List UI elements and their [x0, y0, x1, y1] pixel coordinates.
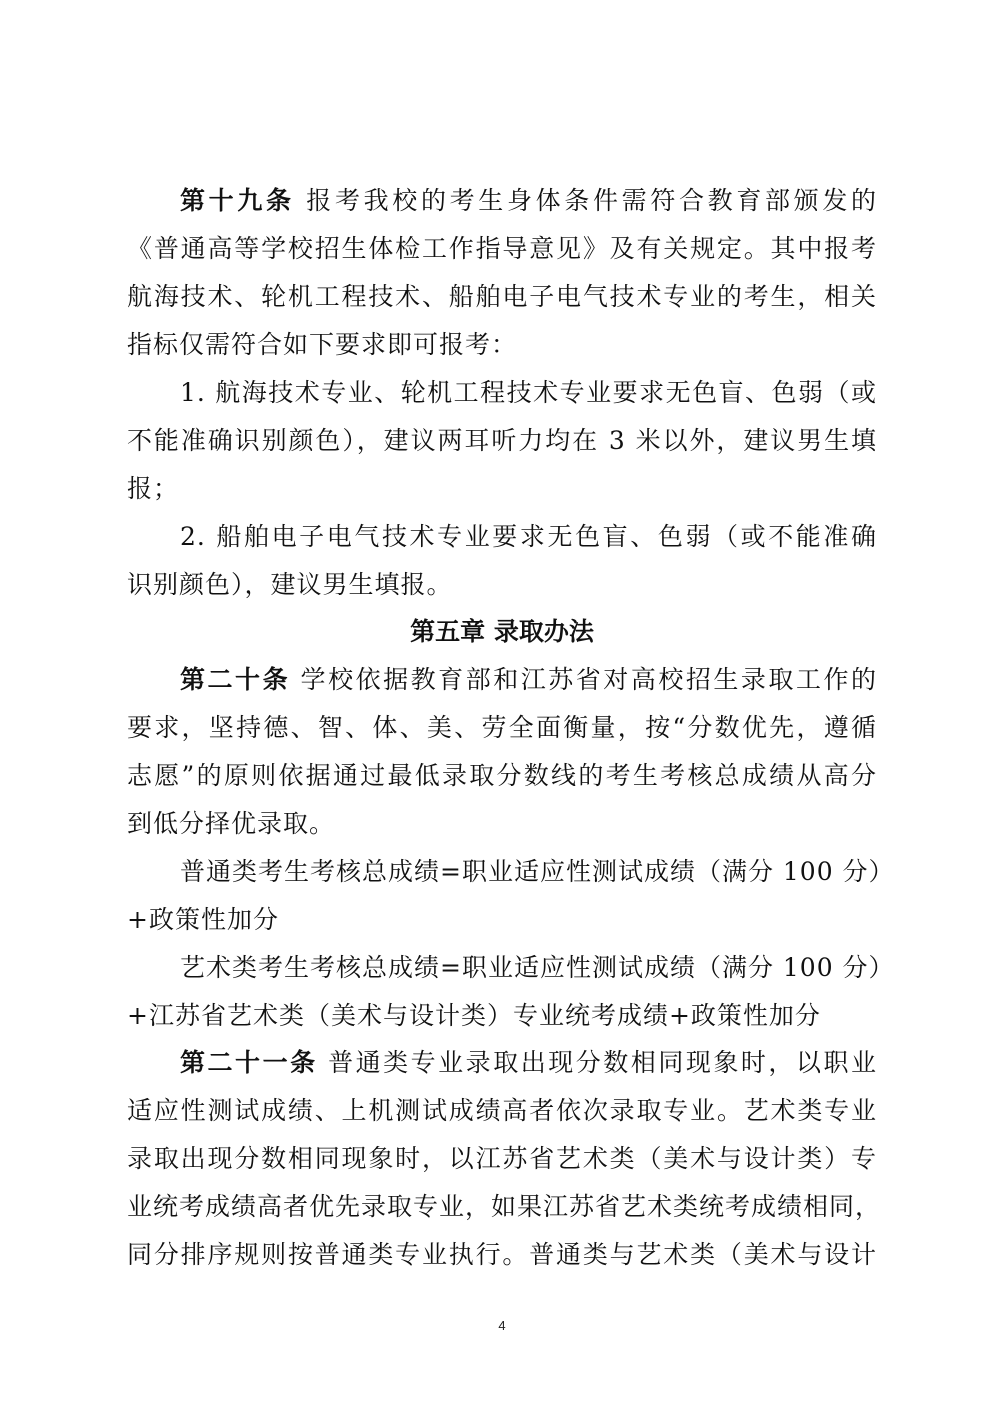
article-21-line: 同分排序规则按普通类专业执行。普通类与艺术类（美术与设计	[127, 1240, 877, 1269]
article-21-line: 适应性测试成绩、上机测试成绩高者依次录取专业。艺术类专业	[127, 1096, 877, 1125]
article-21-first-line: 第二十一条 普通类专业录取出现分数相同现象时，以职业	[180, 1048, 877, 1077]
article-19-line: 指标仅需符合如下要求即可报考：	[127, 330, 518, 359]
article-20-line: 要求，坚持德、智、体、美、劳全面衡量，按“分数优先，遵循	[127, 713, 877, 742]
article-19-line: 《普通高等学校招生体检工作指导意见》及有关规定。其中报考	[127, 234, 877, 263]
requirement-item-1-line: 报；	[127, 474, 180, 503]
page-number: 4	[498, 1318, 506, 1333]
article-19-first-line: 第十九条 报考我校的考生身体条件需符合教育部颁发的	[180, 186, 877, 215]
formula-art-line: +江苏省艺术类（美术与设计类）专业统考成绩+政策性加分	[127, 1001, 821, 1030]
formula-general-line: +政策性加分	[127, 905, 279, 934]
formula-general: 普通类考生考核总成绩=职业适应性测试成绩（满分 100 分）	[180, 857, 895, 886]
requirement-item-2: 2. 船舶电子电气技术专业要求无色盲、色弱（或不能准确	[180, 522, 877, 551]
article-19-line: 航海技术、轮机工程技术、船舶电子电气技术专业的考生，相关	[127, 282, 877, 311]
article-20-line: 志愿”的原则依据通过最低录取分数线的考生考核总成绩从高分	[127, 761, 877, 790]
article-19-label: 第十九条	[180, 186, 295, 215]
article-21-label: 第二十一条	[180, 1048, 318, 1077]
formula-art: 艺术类考生考核总成绩=职业适应性测试成绩（满分 100 分）	[180, 953, 895, 982]
chapter-heading: 第五章 录取办法	[410, 617, 594, 646]
article-20-label: 第二十条	[180, 665, 291, 694]
requirement-item-1-line: 不能准确识别颜色），建议两耳听力均在 3 米以外，建议男生填	[127, 426, 877, 455]
article-21-line: 录取出现分数相同现象时，以江苏省艺术类（美术与设计类）专	[127, 1144, 877, 1173]
requirement-item-1: 1. 航海技术专业、轮机工程技术专业要求无色盲、色弱（或	[180, 378, 877, 407]
article-20-first-line: 第二十条 学校依据教育部和江苏省对高校招生录取工作的	[180, 665, 877, 694]
article-20-line: 到低分择优录取。	[127, 809, 336, 838]
article-21-line: 业统考成绩高者优先录取专业，如果江苏省艺术类统考成绩相同，	[127, 1192, 882, 1221]
requirement-item-2-line: 识别颜色），建议男生填报。	[127, 570, 453, 599]
